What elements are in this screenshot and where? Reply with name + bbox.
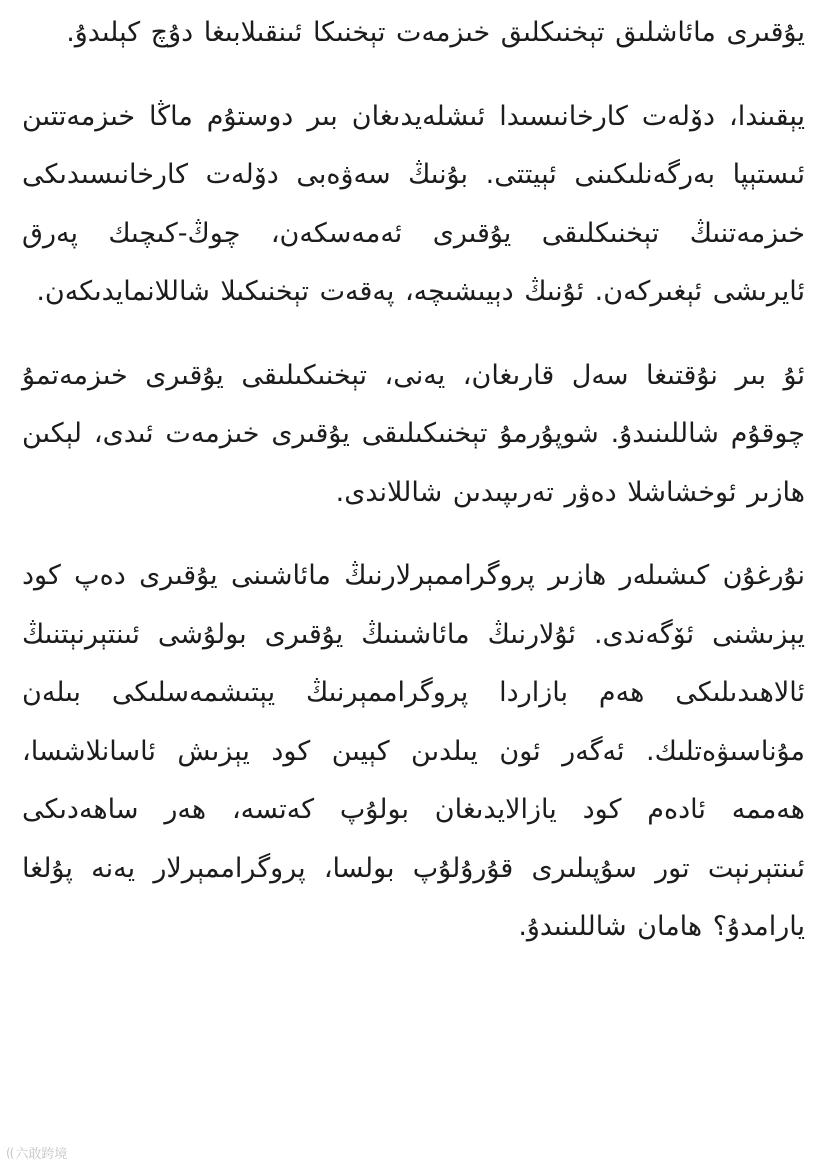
article-body bbox=[22, 0, 805, 957]
watermark-text: 六敢跨境 bbox=[15, 1147, 68, 1162]
watermark bbox=[6, 1143, 67, 1162]
paragraph-1: يۇقىرى مائاشلىق تېخنىكلىق خىزمەت تېخنىكا ئىنقىلابىغا دۇچ كېلىدۇ. bbox=[66, 17, 805, 48]
watermark-logo-icon: (( bbox=[6, 1145, 14, 1160]
paragraph-3: ئۇ بىر نۇقتىغا سەل قارىغان، يەنى، تېخنىكىلىقى يۇقىرى خىزمەتمۇ چوقۇم شاللىنىدۇ. شوپۇرمۇ تېخنىكىلىقى يۇقىرى خىزمەت ئىدى، لېكىن ھازىر ئوخشاشلا دەۋر تەرىپىدىن شاللاندى. bbox=[22, 359, 805, 508]
paragraph-2: يېقىندا، دۆلەت كارخانىسىدا ئىشلەيدىغان بىر دوستۇم ماڭا خىزمەتتىن ئىستېپا بەرگەنلىكىنى ئېيتتى. بۇنىڭ سەۋەبى دۆلەت كارخانىسىدىكى خىزمەتنىڭ تېخنىكلىقى يۇقىرى ئەمەسكەن، چوڭ-كىچىك پەرق ئايرىشى ئېغىركەن. ئۇنىڭ دېيىشىچە، پەقەت تېخنىكىلا شاللانمايدىكەن. bbox=[22, 100, 805, 307]
paragraph-4: نۇرغۇن كىشىلەر ھازىر پروگراممېرلارنىڭ مائاشىنى يۇقىرى دەپ كود يېزىشنى ئۆگەندى. ئۇلارنىڭ مائاشىنىڭ يۇقىرى بولۇشى ئىنتېرنېتنىڭ ئالاھىدىلىكى ھەم بازاردا پروگراممېرنىڭ يېتىشمەسلىكى بىلەن مۇناسىۋەتلىك. ئەگەر ئون يىلدىن كېيىن كود يېزىش ئاسانلاشسا، ھەممە ئادەم كود يازالايدىغان بولۇپ كەتسە، ھەر ساھەدىكى ئىنتېرنېت تور سۇپىلىرى قۇرۇلۇپ بولسا، پروگراممېرلار يەنە پۇلغا يارامدۇ؟ ھامان شاللىنىدۇ. bbox=[22, 560, 805, 942]
